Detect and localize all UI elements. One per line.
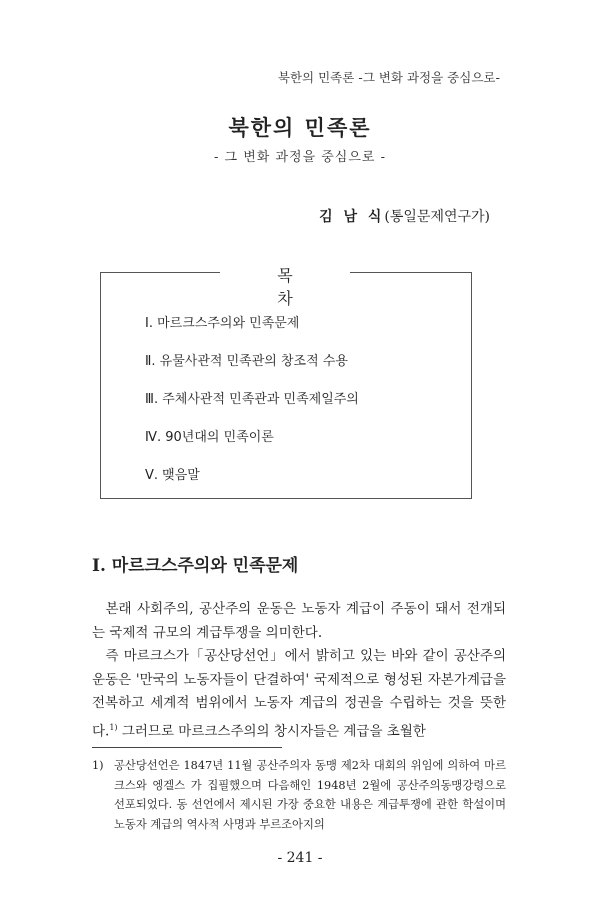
- toc-item: Ⅲ. 주체사관적 민족관과 민족제일주의: [145, 392, 359, 407]
- toc-title: 목 차: [220, 263, 350, 309]
- toc-item: Ⅳ. 90년대의 민족이론: [145, 430, 274, 445]
- author-name: 김 남 식: [319, 209, 385, 225]
- paragraph: [92, 645, 506, 744]
- paragraph: 본래 사회주의, 공산주의 운동은 노동자 계급이 주동이 돼서 전개되는 국제적 규모의 계급투쟁을 의미한다.: [92, 601, 506, 641]
- section-heading: Ⅰ. 마르크스주의와 민족문제: [92, 556, 299, 576]
- toc-item: Ⅰ. 마르크스주의와 민족문제: [145, 316, 300, 331]
- toc-item: Ⅱ. 유물사관적 민족관의 창조적 수용: [145, 354, 348, 369]
- page-number: - 241 -: [277, 850, 323, 866]
- paragraph-text-continued: 그러므로 마르크스주의의 창시자들은 계급을 초월한: [117, 723, 426, 740]
- page-subtitle: - 그 변화 과정을 중심으로 -: [213, 150, 387, 165]
- running-header: 북한의 민족론 -그 변화 과정을 중심으로-: [277, 70, 500, 85]
- footnote-mark: 1): [92, 759, 104, 772]
- body-text: [92, 598, 506, 744]
- paragraph-text: 즉 마르크스가「공산당선언」에서 밝히고 있는 바와 같이 공산주의 운동은 '만국의 노동자들이 단결하여' 국제적으로 형성된 자본가계급을 전복하고 세계적 범위에서 노동자 계급의 정권을 수립하는 것을 뜻한다.: [92, 648, 506, 740]
- toc-list: [145, 314, 359, 504]
- page-title: 북한의 민족론: [228, 115, 372, 140]
- footnote-divider: [92, 747, 282, 748]
- footnote: [92, 756, 506, 834]
- footnote-text: 공산당선언은 1847년 11월 공산주의자 동맹 제2차 대회의 위임에 의하여 마르크스와 엥겔스 가 집필했으며 다음해인 1948년 2월에 공산주의동맹강령으로 선포되었다. 동 선언에서 제시된 가장 중요한 내용은 계급투쟁에 관한 학설이며 노동자 계급의 역사적 사명과 부르조아지의: [114, 759, 506, 831]
- author-affiliation: (통일문제연구가): [384, 209, 490, 225]
- author-line: [319, 206, 490, 226]
- footnote-reference: 1): [109, 722, 118, 732]
- toc-item: Ⅴ. 맺음말: [145, 468, 200, 483]
